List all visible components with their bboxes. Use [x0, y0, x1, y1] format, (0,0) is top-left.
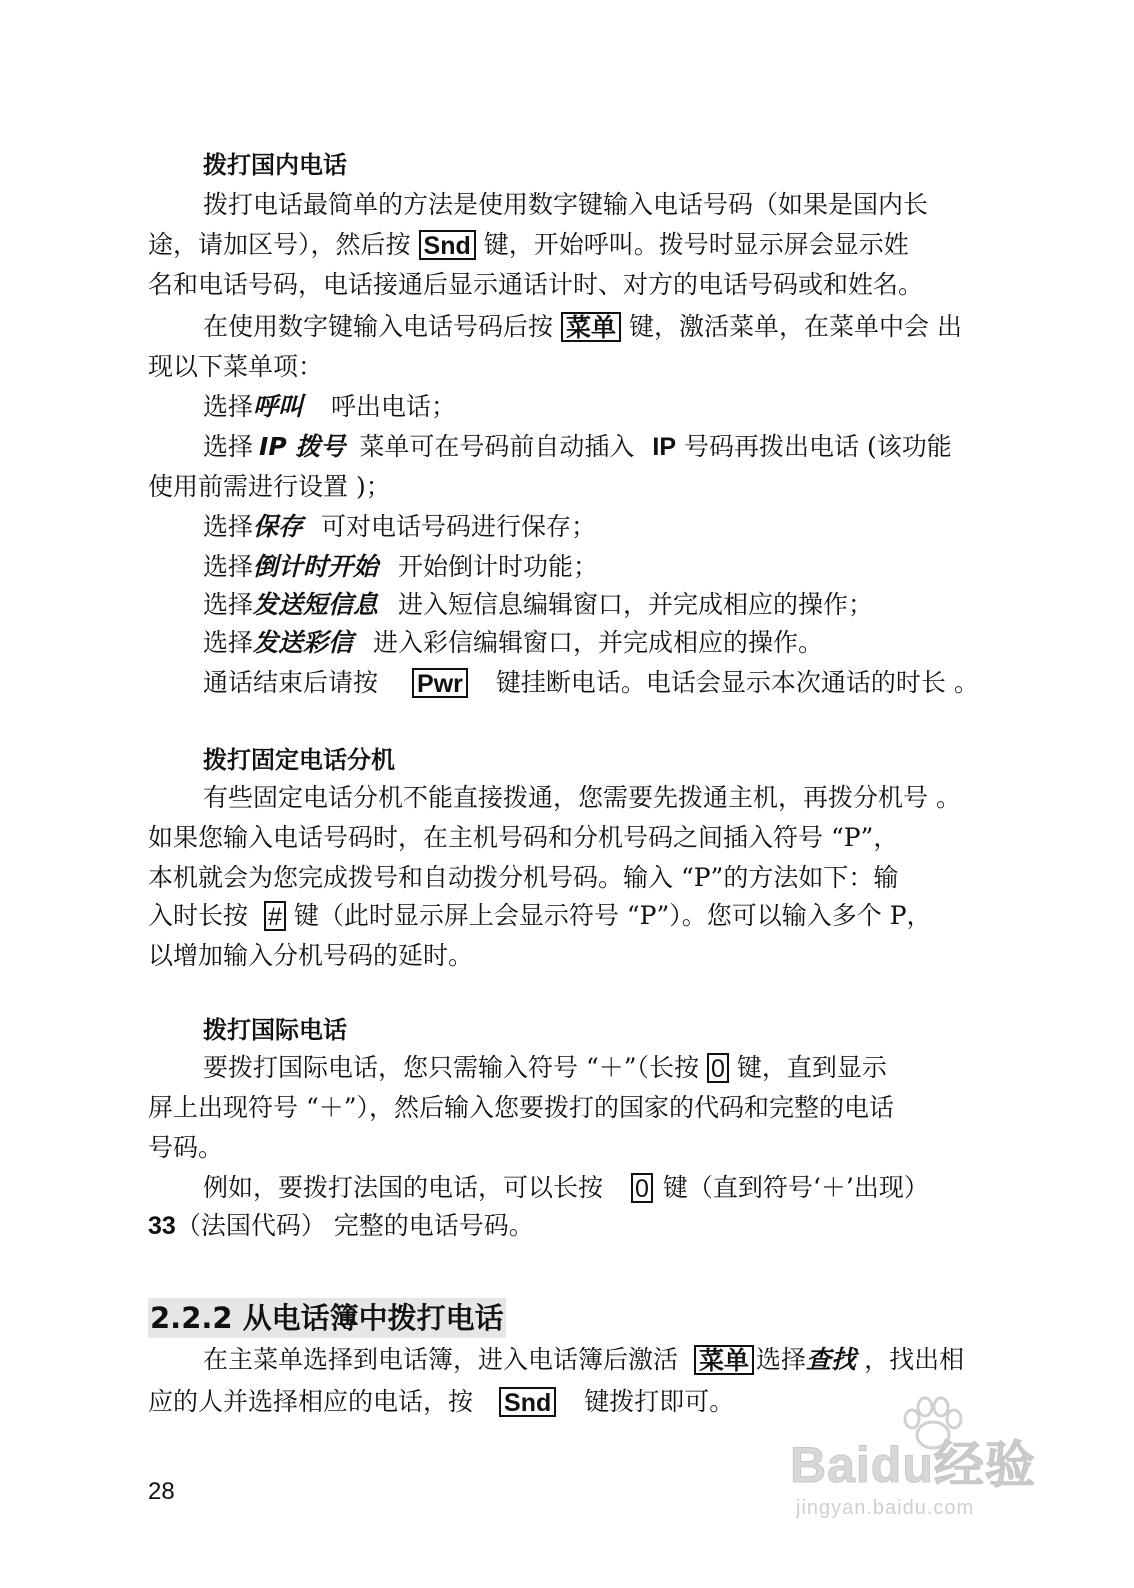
paragraph-line: 号码。	[148, 1133, 224, 1162]
pwr-key-label: Pwr	[412, 668, 468, 698]
section-title-phonebook: 2.2.2 从电话簿中拨打电话	[148, 1298, 506, 1338]
menu-item-send-sms: 选择发送短信息 进入短信息编辑窗口，并完成相应的操作；	[203, 590, 874, 619]
paragraph-line: 应的人并选择相应的电话，按 Snd 键拨打即可。	[148, 1387, 735, 1417]
paragraph-line: 通话结束后请按 Pwr 键挂断电话。电话会显示本次通话的时长 。	[203, 668, 979, 698]
watermark-site: jingyan.baidu.com	[796, 1497, 975, 1519]
paragraph-line: 现以下菜单项：	[148, 352, 324, 381]
menu-item-send-mms: 选择发送彩信 进入彩信编辑窗口，并完成相应的操作。	[203, 628, 824, 657]
paragraph-line: 以增加输入分机号码的延时。	[148, 941, 474, 970]
paragraph-line: 使用前需进行设置 )；	[148, 472, 391, 501]
paragraph-line: 在主菜单选择到电话簿，进入电话簿后激活 菜单 选择查找 ，找出相	[203, 1345, 965, 1375]
paragraph-line: 要拨打国际电话，您只需输入符号 “＋”（长按 0 键，直到显示	[203, 1053, 887, 1083]
menu-key-label: 菜单	[694, 1345, 754, 1375]
snd-key-label: Snd	[419, 230, 476, 260]
snd-key-label: Snd	[499, 1387, 556, 1417]
paragraph-line: 拨打电话最简单的方法是使用数字键输入电话号码（如果是国内长	[203, 190, 929, 219]
paragraph-line: 在使用数字键输入电话号码后按 菜单 键，激活菜单，在菜单中会 出	[203, 312, 962, 342]
paragraph-line: 有些固定电话分机不能直接拨通，您需要先拨通主机，再拨分机号 。	[203, 783, 961, 812]
zero-key-label: 0	[631, 1173, 653, 1203]
menu-item-save: 选择保存 可对电话号码进行保存；	[203, 512, 597, 541]
paragraph-line: 入时长按 # 键（此时显示屏上会显示符号 “P”）。您可以输入多个 P，	[148, 901, 932, 931]
watermark-brand: Baidu经验	[790, 1437, 1036, 1493]
paragraph-line: 本机就会为您完成拨号和自动拨分机号码。输入 “P”的方法如下：输	[148, 863, 899, 892]
paragraph-line: 33（法国代码） 完整的电话号码。	[148, 1211, 534, 1240]
zero-key-label: 0	[707, 1053, 729, 1083]
paragraph-line: 名和电话号码，电话接通后显示通话计时、对方的电话号码或和姓名。	[148, 270, 924, 299]
menu-item-ip-dial: 选择 IP 拨号 菜单可在号码前自动插入 IP 号码再拨出电话 (该功能	[203, 432, 952, 461]
paragraph-line: 屏上出现符号 “＋”），然后输入您要拨打的国家的代码和完整的电话	[148, 1093, 895, 1122]
paragraph-line: 途，请加区号），然后按 Snd 键，开始呼叫。拨号时显示屏会显示姓	[148, 230, 909, 260]
section-heading: 拨打国际电话	[203, 1016, 347, 1044]
menu-key-label: 菜单	[561, 312, 621, 342]
hash-key-label: #	[264, 901, 286, 931]
watermark	[790, 1395, 1080, 1545]
section-heading: 拨打固定电话分机	[203, 746, 395, 774]
paragraph-line: 例如，要拨打法国的电话，可以长按 0 键（直到符号‘＋’出现）	[203, 1173, 929, 1203]
page-number: 28	[148, 1478, 175, 1505]
menu-item-countdown: 选择倒计时开始 开始倒计时功能；	[203, 552, 599, 581]
menu-item-call: 选择呼叫 呼出电话；	[203, 392, 457, 421]
paragraph-line: 如果您输入电话号码时，在主机号码和分机号码之间插入符号 “P”，	[148, 823, 899, 852]
section-heading: 拨打国内电话	[203, 151, 347, 179]
